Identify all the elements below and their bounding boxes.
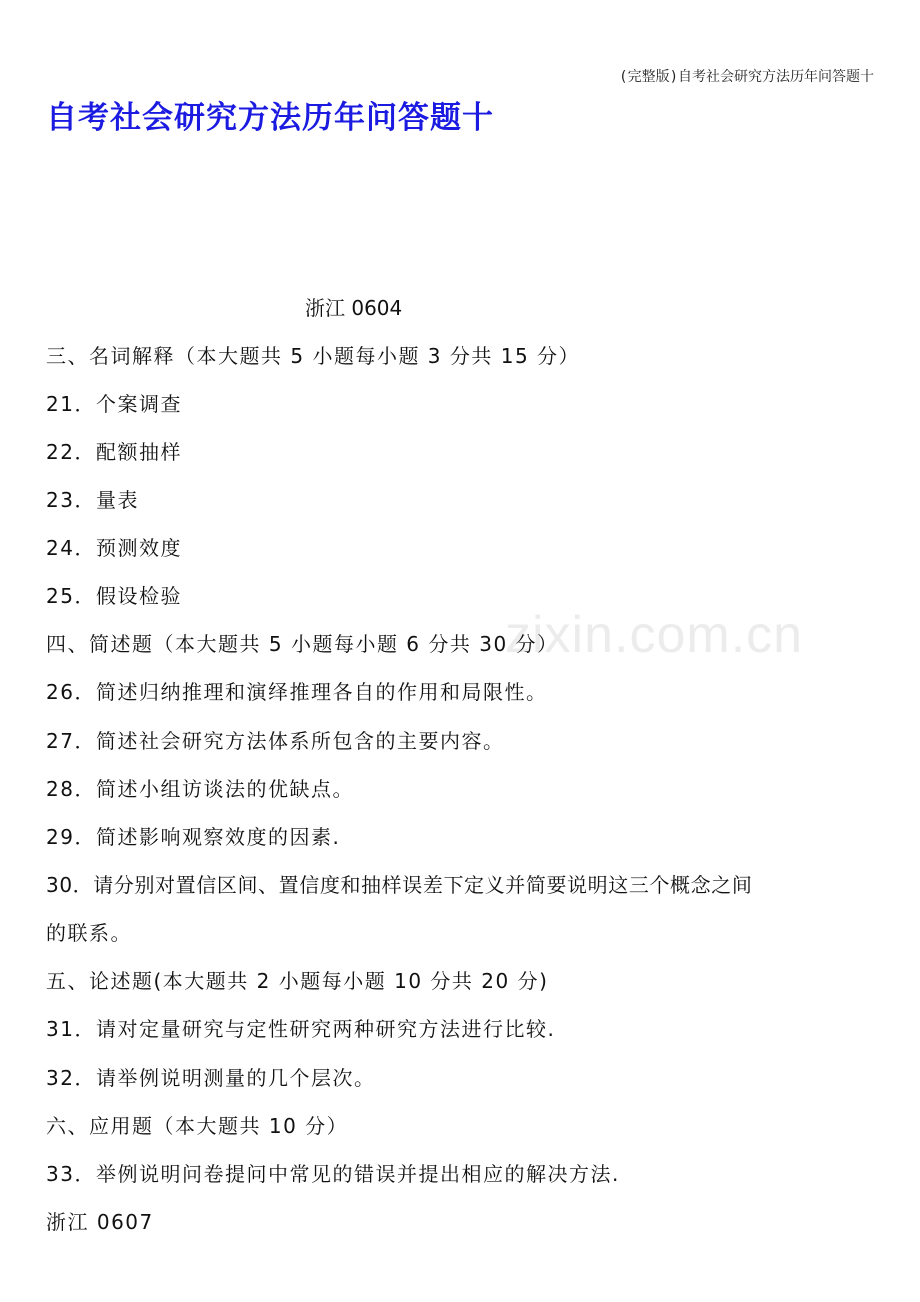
question-item: 32．请举例说明测量的几个层次。 bbox=[46, 1066, 376, 1090]
question-item: 26．简述归纳推理和演绎推理各自的作用和局限性。 bbox=[46, 680, 548, 704]
question-item: 31．请对定量研究与定性研究两种研究方法进行比较. bbox=[46, 1017, 556, 1041]
running-header: (完整版)自考社会研究方法历年问答题十 bbox=[619, 69, 874, 85]
section-heading: 浙江 0604 bbox=[305, 296, 403, 320]
question-item: 27．简述社会研究方法体系所包含的主要内容。 bbox=[46, 729, 505, 753]
question-item: 23．量表 bbox=[46, 488, 139, 512]
section-title: 四、简述题（本大题共 5 小题每小题 6 分共 30 分） bbox=[46, 632, 559, 656]
section-title: 六、应用题（本大题共 10 分） bbox=[46, 1114, 349, 1138]
question-item: 24．预测效度 bbox=[46, 536, 182, 560]
question-item: 28．简述小组访谈法的优缺点。 bbox=[46, 777, 354, 801]
question-item: 21．个案调查 bbox=[46, 392, 182, 416]
section-heading: 浙江 0607 bbox=[46, 1210, 154, 1234]
question-item: 30．请分别对置信区间、置信度和抽样误差下定义并简要说明这三个概念之间 bbox=[46, 873, 753, 897]
question-item: 22．配额抽样 bbox=[46, 440, 182, 464]
question-item: 29．简述影响观察效度的因素. bbox=[46, 825, 341, 849]
question-item: 25．假设检验 bbox=[46, 584, 182, 608]
question-item-continued: 的联系。 bbox=[46, 921, 132, 945]
document-title: 自考社会研究方法历年问答题十 bbox=[46, 100, 494, 136]
section-title: 五、论述题(本大题共 2 小题每小题 10 分共 20 分) bbox=[46, 969, 549, 993]
watermark: zixin.com.cn bbox=[505, 606, 804, 664]
question-item: 33．举例说明问卷提问中常见的错误并提出相应的解决方法. bbox=[46, 1162, 620, 1186]
section-title: 三、名词解释（本大题共 5 小题每小题 3 分共 15 分） bbox=[46, 344, 581, 368]
